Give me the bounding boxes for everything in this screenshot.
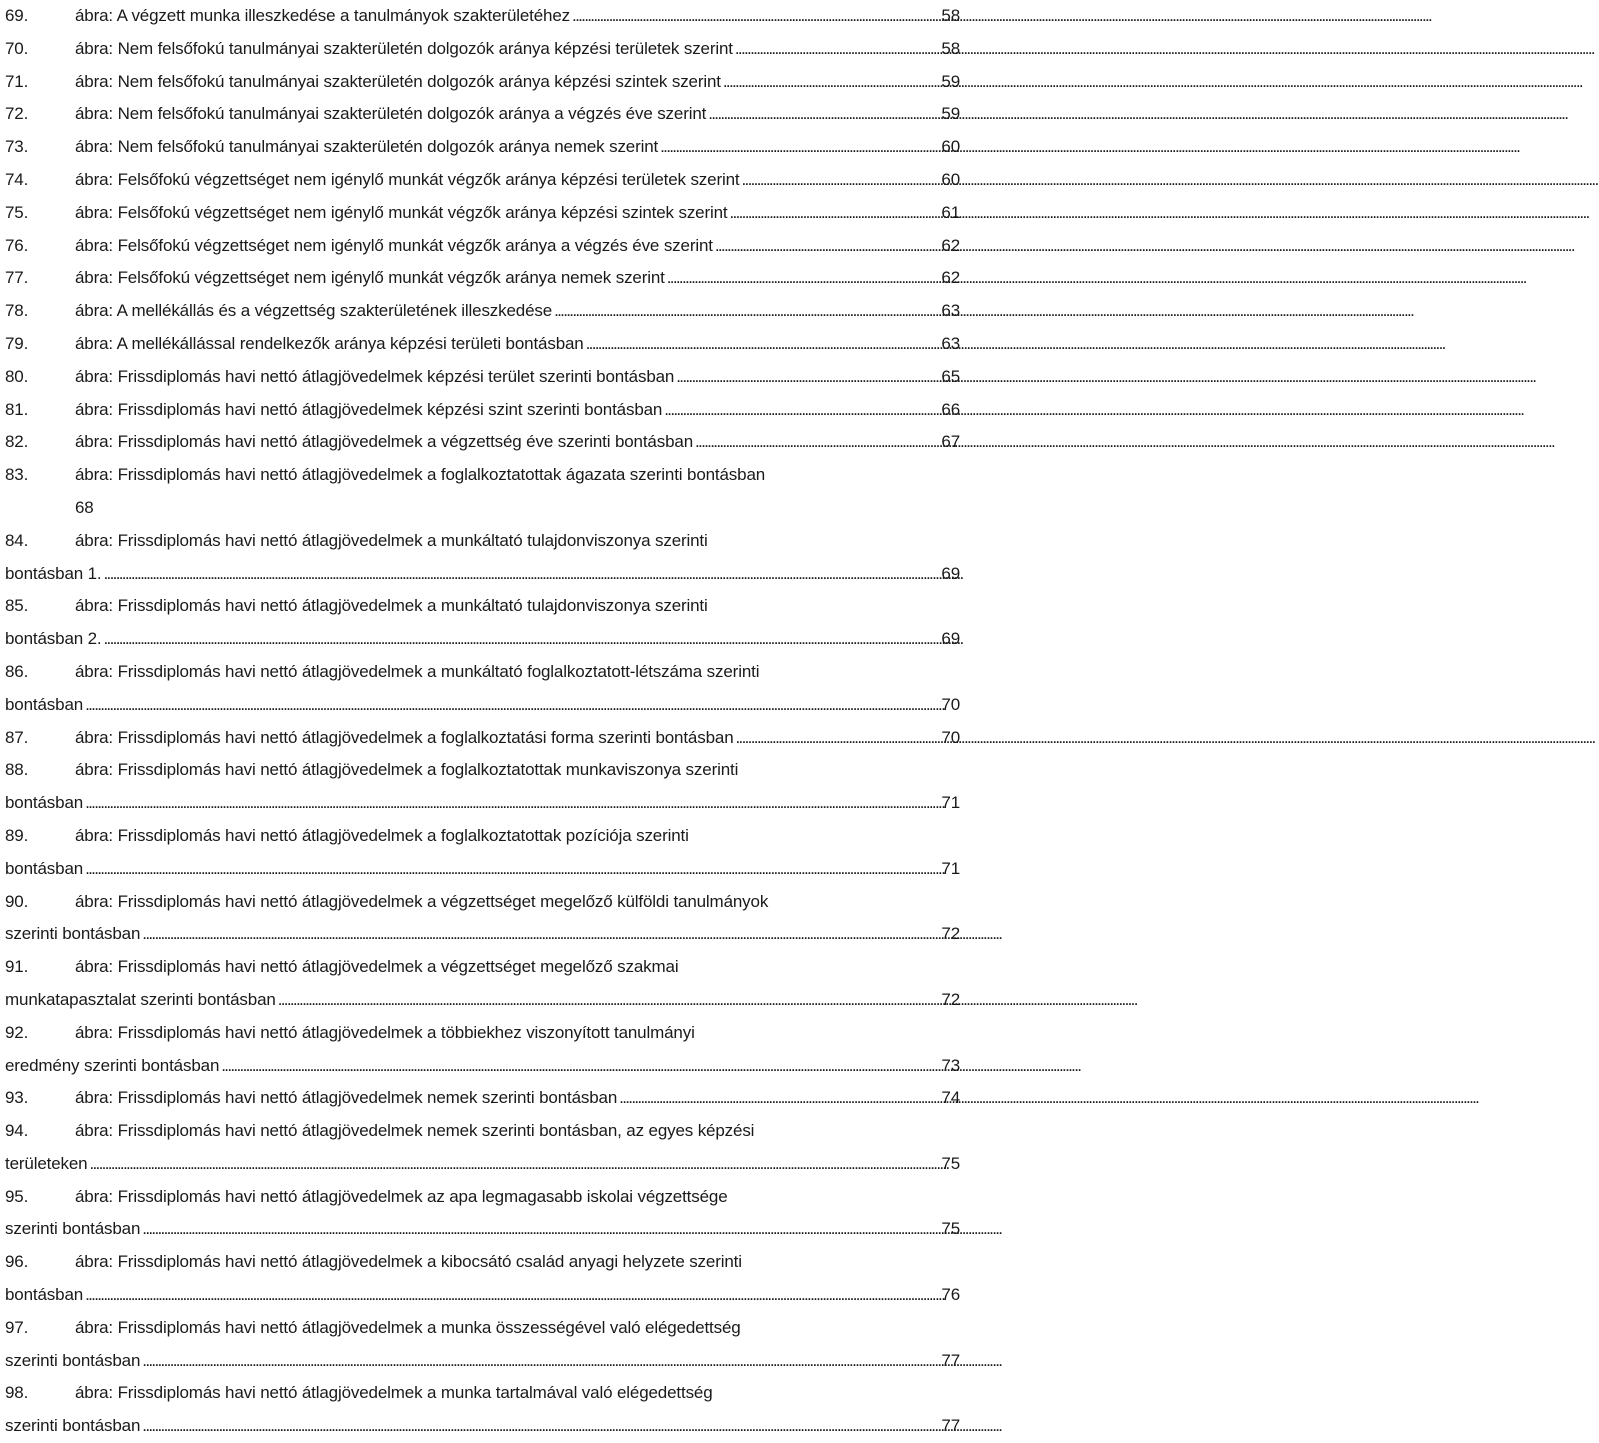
toc-entry-line — [5, 66, 960, 99]
dot-leader — [584, 328, 939, 361]
figure-number: 91. — [5, 957, 29, 977]
dot-leader — [617, 1082, 938, 1115]
page-number: 68 — [75, 497, 94, 517]
toc-entry[interactable] — [5, 754, 960, 820]
toc-entry-line — [5, 361, 960, 394]
toc-entry-line — [5, 459, 960, 492]
dot-leader — [552, 295, 938, 328]
dot-leader — [276, 984, 939, 1017]
dot-leader — [665, 262, 939, 295]
figure-number: 98. — [5, 1383, 29, 1403]
figure-title-continuation: munkatapasztalat szerinti bontásban — [5, 989, 276, 1009]
dot-leader — [570, 0, 938, 33]
toc-entry-line — [5, 230, 960, 263]
figure-title: ábra: Nem felsőfokú tanulmányai szakterületén dolgozók aránya a végzés éve szerint — [75, 104, 707, 124]
figure-title: ábra: A végzett munka illeszkedése a tanulmányok szakterületéhez — [75, 6, 571, 25]
page-number: 60 — [941, 137, 960, 157]
figure-title: ábra: A mellékállás és a végzettség szakterületének illeszkedése — [75, 301, 553, 321]
page-number: 77 — [941, 1416, 960, 1436]
figure-number: 75. — [5, 202, 29, 222]
dot-leader — [674, 361, 938, 394]
toc-entry[interactable] — [5, 98, 960, 131]
figure-title-continuation: szerinti bontásban — [5, 1416, 141, 1436]
toc-entry[interactable] — [5, 525, 960, 591]
dot-leader — [140, 918, 938, 951]
figure-number: 83. — [5, 465, 29, 485]
table-of-figures — [5, 0, 960, 1443]
page-number: 58 — [941, 6, 960, 25]
figure-title: ábra: Frissdiplomás havi nettó átlagjövedelmek a végzettséget megelőző külföldi tanulmányok — [75, 891, 769, 911]
page-number: 58 — [941, 38, 960, 58]
toc-entry[interactable] — [5, 1312, 960, 1378]
toc-entry[interactable] — [5, 33, 960, 66]
page-number: 75 — [941, 1153, 960, 1173]
toc-entry[interactable] — [5, 1082, 960, 1115]
figure-title: ábra: Felsőfokú végzettséget nem igénylő munkát végzők aránya képzési területek szerint — [75, 169, 740, 189]
toc-entry-line — [5, 1377, 960, 1410]
figure-title: ábra: Frissdiplomás havi nettó átlagjövedelmek a munkáltató tulajdonviszonya szerinti — [75, 596, 708, 616]
toc-entry-line — [5, 328, 960, 361]
page-number: 60 — [941, 169, 960, 189]
figure-title: ábra: Felsőfokú végzettséget nem igénylő munkát végzők aránya a végzés éve szerint — [75, 235, 713, 255]
toc-entry[interactable] — [5, 0, 960, 33]
toc-entry[interactable] — [5, 886, 960, 952]
toc-entry[interactable] — [5, 131, 960, 164]
figure-number: 93. — [5, 1088, 29, 1108]
figure-title-continuation: bontásban 2. — [5, 629, 102, 649]
page-number: 72 — [941, 989, 960, 1009]
toc-entry[interactable] — [5, 1181, 960, 1247]
page-number: 70 — [941, 727, 960, 747]
toc-entry-line — [5, 787, 960, 820]
page-number: 71 — [941, 793, 960, 813]
figure-title-continuation: területeken — [5, 1153, 88, 1173]
figure-title: ábra: Frissdiplomás havi nettó átlagjövedelmek a végzettség éve szerinti bontásban — [75, 432, 693, 452]
page-number: 63 — [941, 333, 960, 353]
figure-number: 80. — [5, 366, 29, 386]
figure-title-continuation: bontásban — [5, 1285, 84, 1305]
dot-leader — [733, 33, 939, 66]
toc-entry[interactable] — [5, 590, 960, 656]
page-number: 59 — [941, 71, 960, 91]
dot-leader — [140, 1213, 938, 1246]
page-number: 75 — [941, 1219, 960, 1239]
figure-number: 84. — [5, 530, 29, 550]
page-number: 62 — [941, 268, 960, 288]
figure-title: ábra: Frissdiplomás havi nettó átlagjövedelmek nemek szerinti bontásban — [75, 1088, 618, 1108]
toc-entry[interactable] — [5, 459, 960, 525]
page-number: 74 — [941, 1088, 960, 1108]
toc-entry-line — [5, 689, 960, 722]
dot-leader — [727, 197, 938, 230]
toc-entry[interactable] — [5, 722, 960, 755]
toc-entry-line — [5, 623, 960, 656]
page-number: 59 — [941, 104, 960, 124]
toc-entry[interactable] — [5, 1377, 960, 1443]
toc-entry-line — [5, 918, 960, 951]
dot-leader — [83, 689, 938, 722]
dot-leader — [706, 98, 938, 131]
figure-number: 86. — [5, 661, 29, 681]
figure-number: 96. — [5, 1252, 29, 1272]
figure-title: ábra: Frissdiplomás havi nettó átlagjövedelmek a végzettséget megelőző szakmai — [75, 957, 679, 977]
page-number: 76 — [941, 1285, 960, 1305]
figure-title: ábra: Frissdiplomás havi nettó átlagjövedelmek a foglalkoztatottak munkaviszonya szerinti — [75, 760, 739, 780]
toc-entry[interactable] — [5, 262, 960, 295]
toc-entry-line — [5, 295, 960, 328]
page-number: 66 — [941, 399, 960, 419]
figure-title: ábra: Frissdiplomás havi nettó átlagjövedelmek képzési terület szerinti bontásban — [75, 366, 675, 386]
figure-title-continuation: eredmény szerinti bontásban — [5, 1055, 220, 1075]
figure-number: 72. — [5, 104, 29, 124]
dot-leader — [662, 394, 938, 427]
toc-entry-line — [5, 951, 960, 984]
toc-entry-line — [5, 1050, 960, 1083]
toc-entry-line — [5, 1410, 960, 1443]
figure-title: ábra: Frissdiplomás havi nettó átlagjövedelmek a munkáltató tulajdonviszonya szerinti — [75, 530, 708, 550]
figure-title: ábra: Felsőfokú végzettséget nem igénylő munkát végzők aránya nemek szerint — [75, 268, 665, 288]
figure-title: ábra: Felsőfokú végzettséget nem igénylő munkát végzők aránya képzési szintek szerint — [75, 202, 728, 222]
toc-entry[interactable] — [5, 164, 960, 197]
figure-number: 71. — [5, 71, 29, 91]
dot-leader — [721, 66, 939, 99]
toc-entry-line — [5, 1213, 960, 1246]
figure-title: ábra: Nem felsőfokú tanulmányai szakterületén dolgozók aránya képzési szintek szerint — [75, 71, 721, 91]
toc-entry-line — [5, 1345, 960, 1378]
dot-leader — [140, 1345, 938, 1378]
toc-entry-line — [5, 98, 960, 131]
figure-number: 76. — [5, 235, 29, 255]
toc-entry[interactable] — [5, 328, 960, 361]
figure-title: ábra: Frissdiplomás havi nettó átlagjövedelmek a munka tartalmával való elégedettség — [75, 1383, 713, 1403]
figure-number: 77. — [5, 268, 29, 288]
toc-entry-line — [5, 394, 960, 427]
dot-leader — [102, 623, 939, 656]
toc-entry-line — [5, 1017, 960, 1050]
toc-entry-line — [5, 984, 960, 1017]
toc-entry-line — [5, 197, 960, 230]
toc-entry[interactable] — [5, 1115, 960, 1181]
figure-number: 88. — [5, 760, 29, 780]
toc-entry-line — [5, 1279, 960, 1312]
toc-entry[interactable] — [5, 1246, 960, 1312]
figure-title: ábra: Frissdiplomás havi nettó átlagjövedelmek a foglalkoztatottak ágazata szerinti bontásban — [75, 465, 766, 485]
toc-entry-line — [5, 853, 960, 886]
toc-entry-line — [5, 1181, 960, 1214]
toc-entry[interactable] — [5, 361, 960, 394]
figure-number: 78. — [5, 301, 29, 321]
page-number: 72 — [941, 924, 960, 944]
figure-title: ábra: Frissdiplomás havi nettó átlagjövedelmek a munka összességével való elégedettség — [75, 1317, 741, 1337]
dot-leader — [83, 853, 938, 886]
toc-entry-line — [5, 558, 960, 591]
toc-entry[interactable] — [5, 951, 960, 1017]
toc-entry[interactable] — [5, 426, 960, 459]
figure-title: ábra: Nem felsőfokú tanulmányai szakterületén dolgozók aránya nemek szerint — [75, 137, 659, 157]
toc-entry-line — [5, 886, 960, 919]
toc-entry-line — [5, 0, 960, 33]
toc-entry-line — [5, 590, 960, 623]
dot-leader — [734, 722, 939, 755]
page-number: 70 — [941, 694, 960, 714]
page-number: 65 — [941, 366, 960, 386]
dot-leader — [693, 426, 938, 459]
figure-title: ábra: Frissdiplomás havi nettó átlagjövedelmek a foglalkoztatási forma szerinti bontásban — [75, 727, 734, 747]
figure-number: 85. — [5, 596, 29, 616]
toc-entry-line — [5, 1115, 960, 1148]
toc-entry-line — [5, 426, 960, 459]
toc-entry[interactable] — [5, 1017, 960, 1083]
dot-leader — [87, 1148, 938, 1181]
toc-entry-line — [5, 1148, 960, 1181]
toc-entry-line — [5, 33, 960, 66]
toc-entry[interactable] — [5, 295, 960, 328]
toc-entry[interactable] — [5, 66, 960, 99]
toc-entry-line — [5, 722, 960, 755]
page-number: 63 — [941, 301, 960, 321]
figure-title: ábra: A mellékállással rendelkezők aránya képzési területi bontásban — [75, 333, 584, 353]
dot-leader — [140, 1410, 938, 1443]
page-number: 71 — [941, 858, 960, 878]
toc-entry-line — [5, 1082, 960, 1115]
toc-entry-line — [5, 164, 960, 197]
toc-entry-line — [5, 820, 960, 853]
toc-entry-line — [5, 656, 960, 689]
figure-number: 97. — [5, 1317, 29, 1337]
dot-leader — [219, 1050, 938, 1083]
dot-leader — [83, 787, 938, 820]
figure-number: 81. — [5, 399, 29, 419]
figure-number: 89. — [5, 825, 29, 845]
dot-leader — [713, 230, 939, 263]
figure-number: 70. — [5, 38, 29, 58]
figure-number: 79. — [5, 333, 29, 353]
page-number: 62 — [941, 235, 960, 255]
toc-entry-line — [5, 131, 960, 164]
figure-title-continuation: bontásban — [5, 694, 84, 714]
figure-number: 87. — [5, 727, 29, 747]
figure-title: ábra: Nem felsőfokú tanulmányai szakterületén dolgozók aránya képzési területek szerint — [75, 38, 733, 58]
figure-number: 94. — [5, 1121, 29, 1141]
figure-title-continuation: bontásban — [5, 793, 84, 813]
figure-number: 82. — [5, 432, 29, 452]
toc-entry-line — [5, 262, 960, 295]
toc-entry-line — [5, 525, 960, 558]
figure-number: 92. — [5, 1022, 29, 1042]
toc-entry-line — [5, 492, 960, 525]
figure-number: 90. — [5, 891, 29, 911]
page-number: 73 — [941, 1055, 960, 1075]
figure-title-continuation: bontásban 1. — [5, 563, 102, 583]
toc-entry[interactable] — [5, 230, 960, 263]
toc-entry-line — [5, 754, 960, 787]
figure-title-continuation: szerinti bontásban — [5, 924, 141, 944]
dot-leader — [83, 1279, 938, 1312]
figure-title: ábra: Frissdiplomás havi nettó átlagjövedelmek nemek szerinti bontásban, az egyes képzési — [75, 1121, 755, 1141]
figure-number: 95. — [5, 1186, 29, 1206]
figure-title: ábra: Frissdiplomás havi nettó átlagjövedelmek a kibocsátó család anyagi helyzete szerinti — [75, 1252, 742, 1272]
figure-number: 69. — [5, 6, 29, 25]
figure-title: ábra: Frissdiplomás havi nettó átlagjövedelmek a munkáltató foglalkoztatott-létszáma szerinti — [75, 661, 760, 681]
figure-number: 74. — [5, 169, 29, 189]
figure-title: ábra: Frissdiplomás havi nettó átlagjövedelmek a foglalkoztatottak pozíciója szerinti — [75, 825, 689, 845]
figure-title-continuation: bontásban — [5, 858, 84, 878]
figure-number: 73. — [5, 137, 29, 157]
dot-leader — [658, 131, 938, 164]
dot-leader — [739, 164, 938, 197]
page-number: 67 — [941, 432, 960, 452]
toc-entry[interactable] — [5, 197, 960, 230]
page-number: 61 — [941, 202, 960, 222]
page-number: 69 — [941, 563, 960, 583]
dot-leader — [102, 558, 939, 591]
toc-entry-line — [5, 1312, 960, 1345]
figure-title-continuation: szerinti bontásban — [5, 1219, 141, 1239]
page-number: 69 — [941, 629, 960, 649]
figure-title-continuation: szerinti bontásban — [5, 1350, 141, 1370]
figure-title: ábra: Frissdiplomás havi nettó átlagjövedelmek a többiekhez viszonyított tanulmányi — [75, 1022, 695, 1042]
toc-entry[interactable] — [5, 656, 960, 722]
toc-entry[interactable] — [5, 820, 960, 886]
figure-title: ábra: Frissdiplomás havi nettó átlagjövedelmek képzési szint szerinti bontásban — [75, 399, 663, 419]
figure-title: ábra: Frissdiplomás havi nettó átlagjövedelmek az apa legmagasabb iskolai végzettsége — [75, 1186, 728, 1206]
toc-entry-line — [5, 1246, 960, 1279]
toc-entry[interactable] — [5, 394, 960, 427]
page-number: 77 — [941, 1350, 960, 1370]
